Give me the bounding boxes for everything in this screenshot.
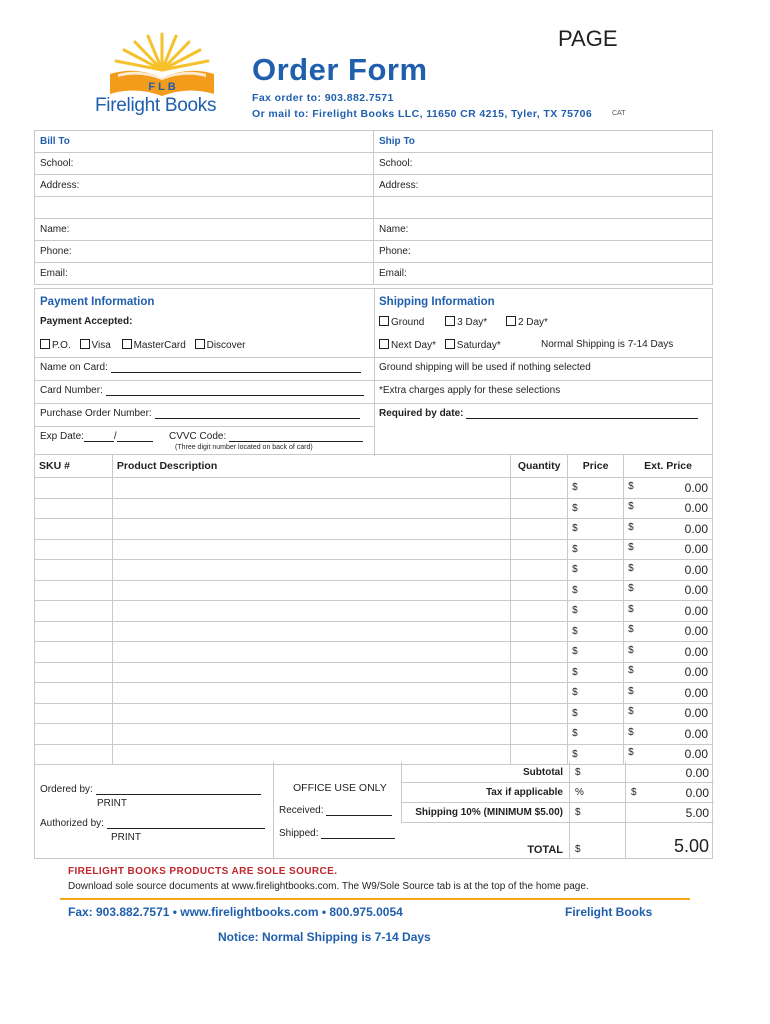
quantity-cell[interactable] — [511, 519, 568, 540]
cvc-note: (Three digit number located on back of card) — [175, 444, 313, 451]
page-label: PAGE — [558, 26, 618, 51]
ship-email-field[interactable]: Email: — [374, 263, 713, 285]
sku-cell[interactable] — [35, 580, 113, 601]
table-row — [35, 683, 713, 704]
authorized-by-line[interactable] — [107, 820, 265, 829]
ext-price-cell — [624, 621, 713, 642]
ext-price-value: 0.00 — [684, 665, 708, 680]
quantity-cell[interactable] — [511, 498, 568, 519]
two-day-option-label: 2 Day* — [517, 317, 548, 328]
ext-price-currency: $ — [628, 542, 634, 554]
ship-to-heading: Ship To — [374, 131, 713, 153]
name-on-card-label: Name on Card: — [40, 362, 108, 373]
visa-checkbox[interactable] — [80, 339, 90, 349]
tax-currency: $ — [631, 787, 637, 798]
discover-checkbox[interactable] — [195, 339, 205, 349]
ext-price-currency: $ — [628, 583, 634, 595]
subtotal-label: Subtotal — [523, 767, 563, 778]
divider — [35, 426, 374, 427]
ext-price-currency: $ — [628, 624, 634, 636]
description-cell[interactable] — [112, 560, 510, 581]
ext-price-currency: $ — [628, 562, 634, 574]
divider — [273, 762, 274, 858]
extra-charges-note: *Extra charges apply for these selections — [379, 385, 561, 396]
sku-cell[interactable] — [35, 478, 113, 499]
ext-price-currency: $ — [628, 706, 634, 718]
quantity-cell[interactable] — [511, 724, 568, 745]
po-number-line[interactable] — [155, 410, 360, 419]
table-row — [35, 498, 713, 519]
ext-price-currency: $ — [628, 644, 634, 656]
footer-divider — [60, 898, 690, 900]
authorized-by-label: Authorized by: — [40, 818, 104, 829]
quantity-cell[interactable] — [511, 703, 568, 724]
section-divider — [374, 289, 375, 456]
po-number-field[interactable] — [40, 408, 360, 419]
fax-order-line: Fax order to: 903.882.7571 — [252, 92, 394, 104]
exp-date-field[interactable] — [40, 431, 153, 442]
sku-header: SKU # — [35, 455, 113, 478]
ext-price-cell — [624, 560, 713, 581]
sku-cell[interactable] — [35, 560, 113, 581]
ground-checkbox[interactable] — [379, 316, 389, 326]
price-cell[interactable]: $ — [568, 519, 624, 540]
subtotal-currency: $ — [575, 767, 581, 778]
ordered-by-field[interactable] — [40, 784, 261, 795]
price-cell[interactable]: $ — [568, 580, 624, 601]
bill-address-field[interactable]: Address: — [35, 175, 374, 197]
table-row — [35, 560, 713, 581]
divider — [35, 380, 374, 381]
name-on-card-line[interactable] — [111, 364, 361, 373]
divider — [35, 403, 374, 404]
quantity-header: Quantity — [511, 455, 568, 478]
table-row — [35, 703, 713, 724]
po-number-label: Purchase Order Number: — [40, 408, 152, 419]
three-day-option-label: 3 Day* — [457, 317, 488, 328]
sku-cell[interactable] — [35, 724, 113, 745]
sku-cell[interactable] — [35, 601, 113, 622]
received-field[interactable] — [279, 805, 392, 816]
ext-price-value: 0.00 — [684, 583, 708, 598]
sku-cell[interactable] — [35, 539, 113, 560]
ext-price-currency: $ — [628, 665, 634, 677]
mail-order-line: Or mail to: Firelight Books LLC, 11650 CR 4215, Tyler, TX 75706 — [252, 108, 593, 120]
ordered-by-line[interactable] — [96, 786, 261, 795]
price-cell[interactable]: $ — [568, 560, 624, 581]
description-cell[interactable] — [112, 519, 510, 540]
ext-price-value: 0.00 — [684, 726, 708, 741]
card-number-line[interactable] — [106, 387, 364, 396]
total-label: TOTAL — [527, 844, 563, 856]
po-option-label: P.O. — [52, 340, 71, 351]
ext-price-value: 0.00 — [684, 747, 708, 762]
price-header: Price — [568, 455, 624, 478]
quantity-cell[interactable] — [511, 478, 568, 499]
divider — [401, 762, 402, 822]
authorized-by-print-label: PRINT — [111, 832, 141, 843]
cvc-line[interactable] — [229, 433, 363, 442]
divider — [374, 357, 713, 358]
bill-to-heading: Bill To — [35, 131, 374, 153]
next-day-checkbox[interactable] — [379, 339, 389, 349]
divider — [374, 380, 713, 381]
price-cell[interactable]: $ — [568, 744, 624, 765]
description-cell[interactable] — [112, 621, 510, 642]
bill-address-line-2[interactable] — [35, 197, 374, 219]
quantity-cell[interactable] — [511, 539, 568, 560]
sku-cell[interactable] — [35, 642, 113, 663]
visa-option-label: Visa — [91, 340, 111, 351]
table-row — [35, 621, 713, 642]
footer-contact-line: Fax: 903.882.7571 • www.firelightbooks.com • 800.975.0054 — [68, 905, 403, 919]
description-cell[interactable] — [112, 683, 510, 704]
sku-cell[interactable] — [35, 683, 113, 704]
table-row — [35, 724, 713, 745]
divider — [569, 762, 570, 858]
tax-label: Tax if applicable — [485, 787, 563, 798]
payment-accepted-label: Payment Accepted: — [40, 316, 133, 327]
normal-shipping-note: Normal Shipping is 7-14 Days — [541, 339, 674, 350]
ext-price-cell — [624, 662, 713, 683]
order-items-body — [35, 455, 713, 765]
ext-price-currency: $ — [628, 747, 634, 759]
price-cell[interactable]: $ — [568, 642, 624, 663]
divider — [401, 822, 714, 823]
bill-name-field[interactable]: Name: — [35, 219, 374, 241]
received-line[interactable] — [326, 807, 392, 816]
table-row — [35, 539, 713, 560]
office-use-label: OFFICE USE ONLY — [293, 782, 387, 794]
quantity-cell[interactable] — [511, 560, 568, 581]
ext-price-value: 0.00 — [684, 501, 708, 516]
description-cell[interactable] — [112, 703, 510, 724]
ext-price-currency: $ — [628, 603, 634, 615]
saturday-option-label: Saturday* — [456, 340, 501, 351]
description-cell[interactable] — [112, 642, 510, 663]
card-number-field[interactable] — [40, 385, 364, 396]
ext-price-value: 0.00 — [684, 521, 708, 536]
ext-price-value: 0.00 — [684, 603, 708, 618]
ext-price-cell — [624, 642, 713, 663]
table-row — [35, 478, 713, 499]
page-title: Order Form — [252, 52, 428, 87]
ext-price-value: 0.00 — [684, 542, 708, 557]
table-row — [35, 662, 713, 683]
payment-heading: Payment Information — [40, 296, 155, 308]
shipping-heading: Shipping Information — [379, 296, 495, 308]
shipping-notice: Notice: Normal Shipping is 7-14 Days — [218, 930, 431, 944]
description-cell[interactable] — [112, 478, 510, 499]
exp-year-line[interactable] — [117, 433, 153, 442]
required-by-line[interactable] — [466, 410, 698, 419]
cat-label: CAT — [612, 110, 626, 117]
description-cell[interactable] — [112, 539, 510, 560]
ext-price-value: 0.00 — [684, 685, 708, 700]
price-cell[interactable]: $ — [568, 703, 624, 724]
shipped-field[interactable] — [279, 828, 395, 839]
bill-ship-table — [34, 130, 713, 285]
quantity-cell[interactable] — [511, 662, 568, 683]
exp-date-label: Exp Date: — [40, 431, 84, 442]
table-row — [35, 601, 713, 622]
mastercard-option-label: MasterCard — [133, 340, 186, 351]
ordered-by-print-label: PRINT — [97, 798, 127, 809]
ship-address-field[interactable]: Address: — [374, 175, 713, 197]
ext-price-cell — [624, 539, 713, 560]
description-cell[interactable] — [112, 580, 510, 601]
logo-brand-text: Firelight Books — [95, 95, 217, 116]
shipping-options-row-2 — [379, 339, 501, 351]
description-cell[interactable] — [112, 724, 510, 745]
ext-price-cell — [624, 683, 713, 704]
totals-office-section — [34, 762, 713, 859]
exp-month-line[interactable] — [84, 433, 114, 442]
payment-options — [40, 339, 246, 351]
ext-price-currency: $ — [628, 521, 634, 533]
card-number-label: Card Number: — [40, 385, 103, 396]
ext-price-cell — [624, 724, 713, 745]
ext-price-header: Ext. Price — [624, 455, 713, 478]
discover-option-label: Discover — [206, 340, 246, 351]
ship-name-field[interactable]: Name: — [374, 219, 713, 241]
name-on-card-field[interactable] — [40, 362, 361, 373]
ext-price-currency: $ — [628, 501, 634, 513]
quantity-cell[interactable] — [511, 601, 568, 622]
authorized-by-field[interactable] — [40, 818, 265, 829]
cvc-field[interactable] — [169, 431, 363, 442]
required-by-field[interactable] — [379, 408, 698, 419]
tax-value: 0.00 — [685, 786, 709, 800]
price-cell[interactable]: $ — [568, 498, 624, 519]
ext-price-value: 0.00 — [684, 644, 708, 659]
ext-price-value: 0.00 — [684, 562, 708, 577]
received-label: Received: — [279, 805, 324, 816]
ext-price-value: 0.00 — [684, 480, 708, 495]
table-row — [35, 642, 713, 663]
shipping-label: Shipping 10% (MINIMUM $5.00) — [415, 807, 563, 818]
sku-cell[interactable] — [35, 703, 113, 724]
bill-school-field[interactable]: School: — [35, 153, 374, 175]
subtotal-value: 0.00 — [685, 766, 709, 780]
ext-price-value: 0.00 — [684, 706, 708, 721]
ext-price-cell — [624, 519, 713, 540]
divider — [625, 762, 626, 858]
ground-option-label: Ground — [391, 317, 425, 328]
order-items-table — [34, 454, 713, 765]
sku-cell[interactable] — [35, 519, 113, 540]
bill-email-field[interactable]: Email: — [35, 263, 374, 285]
price-cell[interactable]: $ — [568, 478, 624, 499]
ext-price-currency: $ — [628, 480, 634, 492]
shipped-line[interactable] — [321, 830, 395, 839]
quantity-cell[interactable] — [511, 580, 568, 601]
sole-source-heading: FIRELIGHT BOOKS PRODUCTS ARE SOLE SOURCE. — [68, 866, 338, 877]
divider — [374, 403, 713, 404]
price-cell[interactable]: $ — [568, 601, 624, 622]
ext-price-value: 0.00 — [684, 624, 708, 639]
ship-phone-field[interactable]: Phone: — [374, 241, 713, 263]
total-currency: $ — [575, 844, 581, 855]
price-cell[interactable]: $ — [568, 539, 624, 560]
ext-price-cell — [624, 580, 713, 601]
quantity-cell[interactable] — [511, 621, 568, 642]
description-cell[interactable] — [112, 498, 510, 519]
table-row — [35, 519, 713, 540]
price-cell[interactable]: $ — [568, 621, 624, 642]
shipping-options-row-1 — [379, 316, 548, 328]
ext-price-cell — [624, 478, 713, 499]
divider — [401, 802, 714, 803]
shipping-value: 5.00 — [685, 806, 709, 820]
total-value: 5.00 — [673, 836, 709, 856]
ship-school-field[interactable]: School: — [374, 153, 713, 175]
ext-price-cell — [624, 703, 713, 724]
description-cell[interactable] — [112, 601, 510, 622]
table-header-row — [35, 455, 713, 478]
ordered-by-label: Ordered by: — [40, 784, 93, 795]
ext-price-cell — [624, 498, 713, 519]
shipped-label: Shipped: — [279, 828, 319, 839]
payment-shipping-section — [34, 288, 713, 456]
footer-brand: Firelight Books — [565, 905, 653, 919]
required-by-label: Required by date: — [379, 408, 464, 419]
description-header: Product Description — [112, 455, 510, 478]
price-cell[interactable]: $ — [568, 724, 624, 745]
tax-unit: % — [575, 787, 584, 798]
cvc-label: CVVC Code: — [169, 431, 227, 442]
mastercard-checkbox[interactable] — [122, 339, 132, 349]
three-day-checkbox[interactable] — [445, 316, 455, 326]
ext-price-cell — [624, 601, 713, 622]
logo-initials: F L B — [148, 81, 176, 93]
sole-source-download-text: Download sole source documents at www.firelightbooks.com. The W9/Sole Source tab is at the top of the home page. — [68, 881, 589, 892]
ship-address-line-2[interactable] — [374, 197, 713, 219]
saturday-checkbox[interactable] — [445, 339, 455, 349]
sku-cell[interactable] — [35, 662, 113, 683]
bill-phone-field[interactable]: Phone: — [35, 241, 374, 263]
ext-price-currency: $ — [628, 685, 634, 697]
divider — [35, 357, 374, 358]
po-checkbox[interactable] — [40, 339, 50, 349]
price-cell[interactable]: $ — [568, 683, 624, 704]
exp-date-separator: / — [113, 431, 117, 442]
sku-cell[interactable] — [35, 621, 113, 642]
sku-cell[interactable] — [35, 498, 113, 519]
ext-price-currency: $ — [628, 726, 634, 738]
description-cell[interactable] — [112, 662, 510, 683]
quantity-cell[interactable] — [511, 642, 568, 663]
next-day-option-label: Next Day* — [391, 340, 437, 351]
divider — [401, 782, 714, 783]
table-row — [35, 580, 713, 601]
ground-shipping-note: Ground shipping will be used if nothing selected — [379, 362, 591, 373]
price-cell[interactable]: $ — [568, 662, 624, 683]
shipping-currency: $ — [575, 807, 581, 818]
two-day-checkbox[interactable] — [506, 316, 516, 326]
quantity-cell[interactable] — [511, 683, 568, 704]
